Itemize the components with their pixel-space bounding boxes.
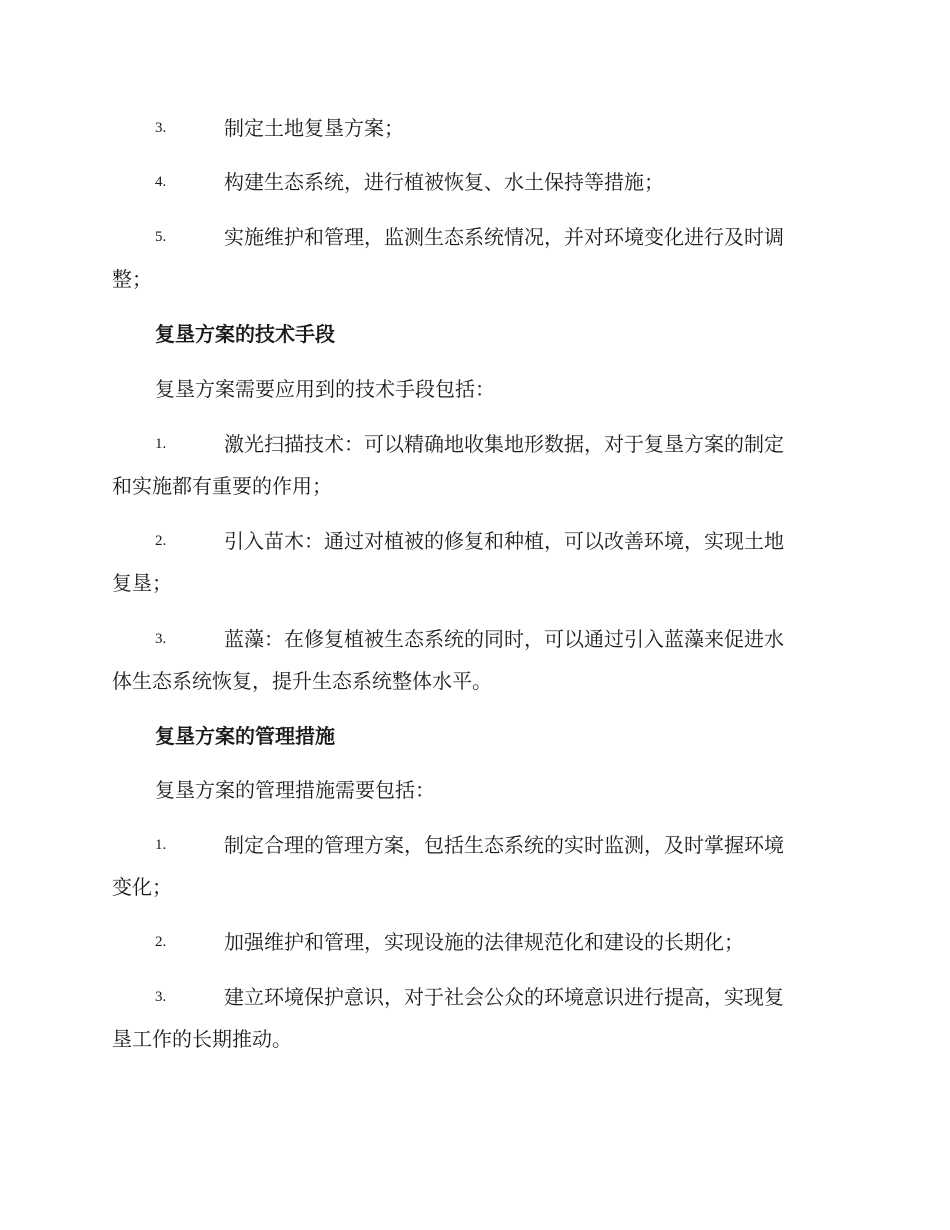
list-item-text: 引入苗木：通过对植被的修复和种植，可以改善环境，实现土地 (224, 529, 784, 553)
list-item-number: 3. (155, 631, 167, 647)
list-item-number: 1. (155, 837, 167, 853)
list-item-continuation: 复垦； (112, 571, 172, 595)
list-item-number: 2. (155, 934, 167, 950)
list-item-number: 3. (155, 989, 167, 1005)
list-item-text: 制定土地复垦方案； (224, 116, 404, 140)
list-item-text: 构建生态系统，进行植被恢复、水土保持等措施； (224, 170, 664, 194)
list-item-number: 5. (155, 229, 167, 245)
list-item-continuation: 体生态系统恢复，提升生态系统整体水平。 (112, 669, 492, 693)
list-item-number: 4. (155, 174, 167, 190)
list-item-continuation: 和实施都有重要的作用； (112, 474, 332, 498)
section-intro: 复垦方案需要应用到的技术手段包括： (155, 377, 495, 401)
section-heading: 复垦方案的管理措施 (155, 724, 335, 748)
list-item-text: 蓝藻：在修复植被生态系统的同时，可以通过引入蓝藻来促进水 (224, 627, 784, 651)
list-item-number: 2. (155, 533, 167, 549)
list-item-text: 实施维护和管理，监测生态系统情况，并对环境变化进行及时调 (224, 225, 784, 249)
list-item-text: 加强维护和管理，实现设施的法律规范化和建设的长期化； (224, 930, 744, 954)
section-heading: 复垦方案的技术手段 (155, 322, 335, 346)
list-item-text: 建立环境保护意识，对于社会公众的环境意识进行提高，实现复 (224, 985, 784, 1009)
list-item-continuation: 变化； (112, 875, 172, 899)
list-item-continuation: 垦工作的长期推动。 (112, 1027, 292, 1051)
section-intro: 复垦方案的管理措施需要包括： (155, 778, 435, 802)
list-item-number: 1. (155, 436, 167, 452)
list-item-continuation: 整； (112, 267, 152, 291)
list-item-number: 3. (155, 120, 167, 136)
list-item-text: 激光扫描技术：可以精确地收集地形数据，对于复垦方案的制定 (224, 432, 784, 456)
list-item-text: 制定合理的管理方案，包括生态系统的实时监测，及时掌握环境 (224, 833, 784, 857)
